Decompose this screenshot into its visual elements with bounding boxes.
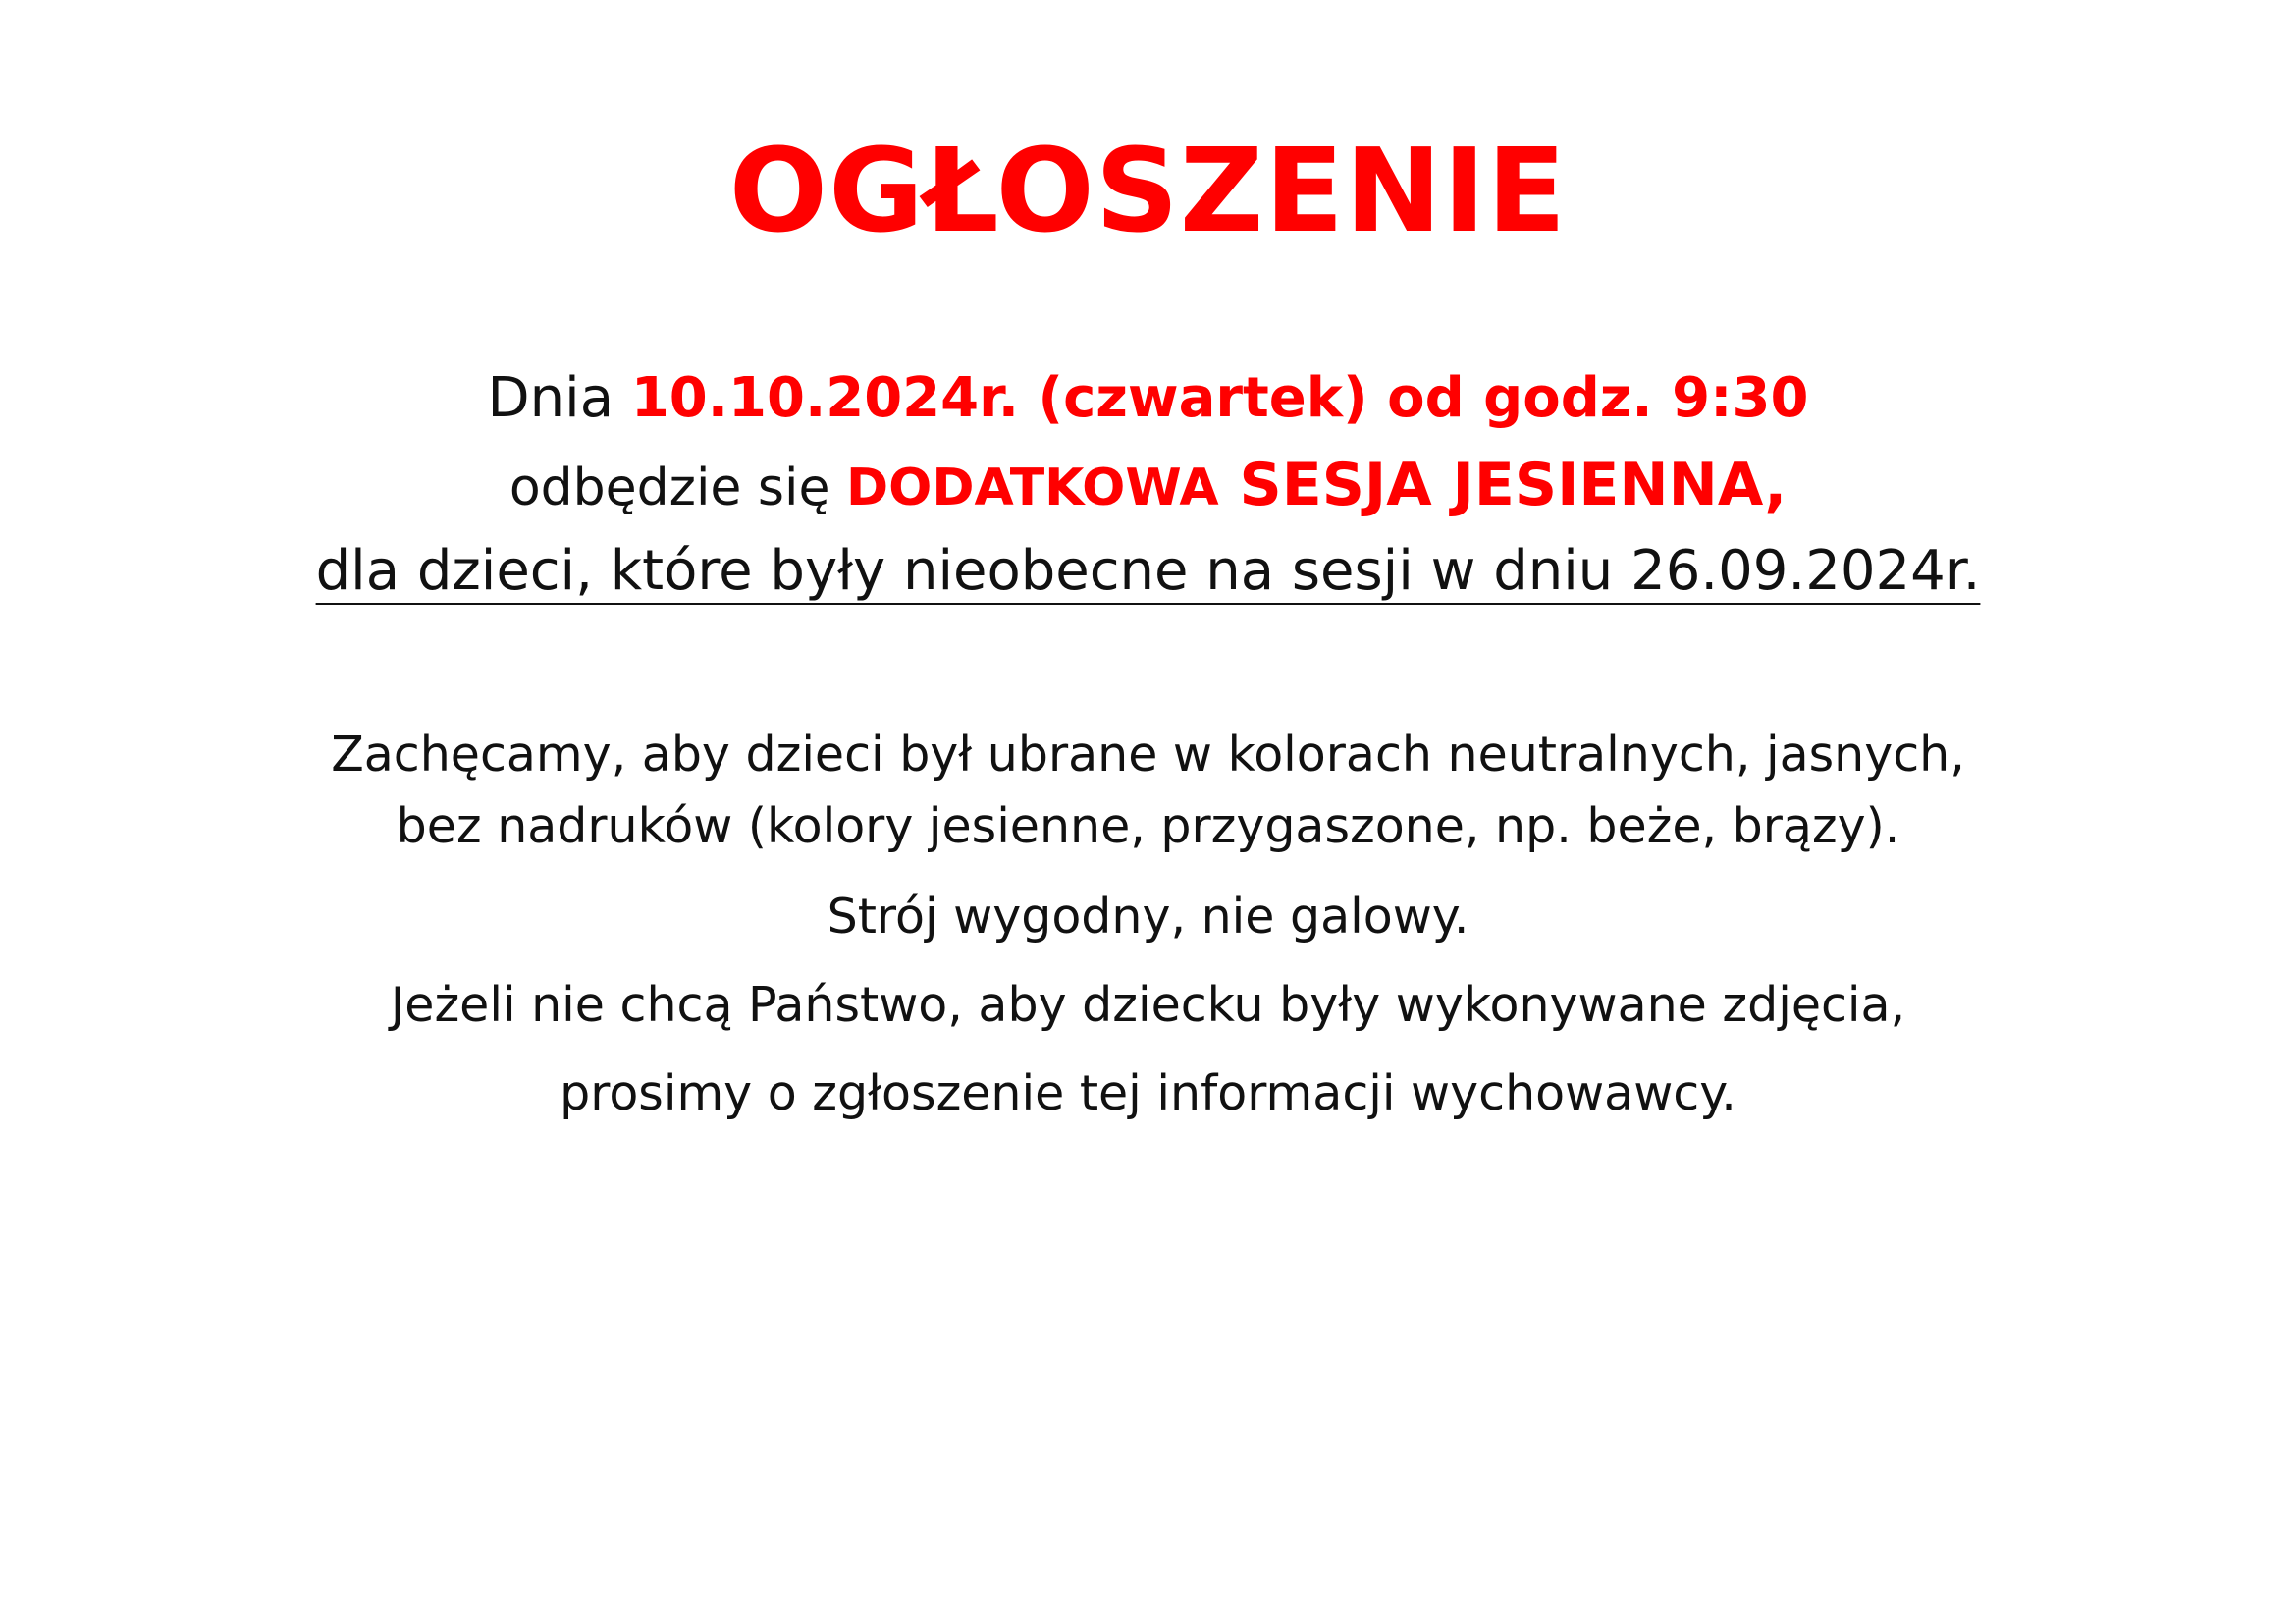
session-line (0, 450, 2296, 520)
session-highlight-large: SESJA JESIENNA, (1218, 451, 1788, 519)
body-line-1: Zachęcamy, aby dzieci był ubrane w kolorach neutralnych, jasnych, (331, 727, 1965, 783)
announcement-title: OGŁOSZENIE (728, 123, 1568, 258)
body-line-2: bez nadruków (kolory jesienne, przygaszone, np. beże, brązy). (396, 798, 1900, 854)
date-prefix: Dnia (487, 366, 631, 430)
session-highlight-small: DODATKOWA (845, 459, 1219, 517)
body-line-5: prosimy o zgłoszenie tej informacji wychowawcy. (560, 1065, 1736, 1121)
audience-text: dla dzieci, które były nieobecne na sesji w dniu 26.09.2024r. (315, 539, 1981, 603)
audience-line (0, 538, 2296, 604)
date-highlight: 10.10.2024r. (czwartek) od godz. 9:30 (630, 366, 1809, 430)
date-line (0, 365, 2296, 431)
session-prefix: odbędzie się (508, 459, 846, 517)
body-line-4: Jeżeli nie chcą Państwo, aby dziecku były wykonywane zdjęcia, (390, 977, 1906, 1033)
body-line-3: Strój wygodny, nie galowy. (827, 889, 1469, 945)
